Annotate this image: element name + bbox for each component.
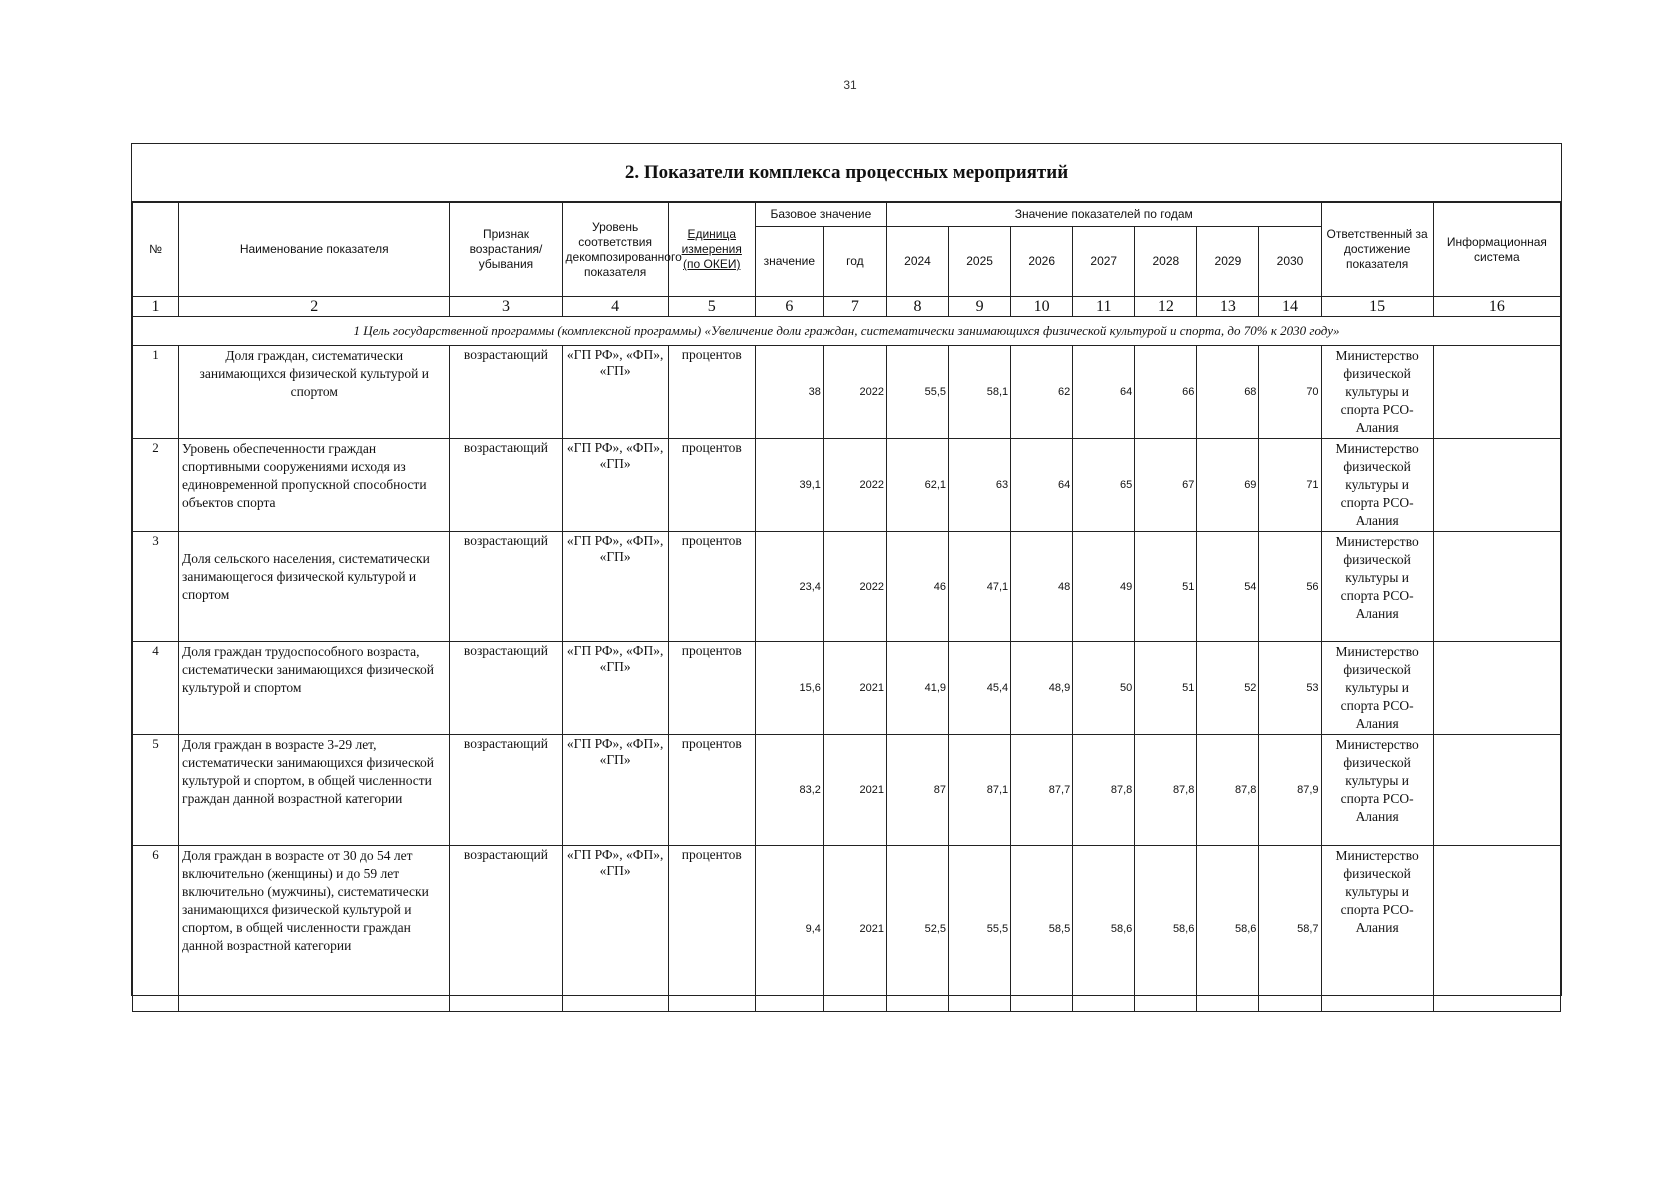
- table-row: [133, 532, 1561, 642]
- base-value: 15,6: [755, 642, 823, 735]
- info-system: [1433, 439, 1560, 532]
- year-value: 56: [1259, 532, 1321, 642]
- info-system: [1433, 735, 1560, 846]
- column-number: 7: [823, 297, 886, 317]
- header-year: 2025: [949, 227, 1011, 297]
- year-value: 54: [1197, 532, 1259, 642]
- column-number: 5: [668, 297, 755, 317]
- column-number: 13: [1197, 297, 1259, 317]
- header-year: 2030: [1259, 227, 1321, 297]
- responsible: Министерство физической культуры и спорта РСО-Алания: [1321, 532, 1433, 642]
- year-value: 55,5: [949, 846, 1011, 1012]
- indicator-name: Доля сельского населения, систематически занимающегося физической культурой и спортом: [179, 532, 450, 642]
- goal-row: [133, 317, 1561, 346]
- year-value: 50: [1073, 642, 1135, 735]
- year-value: 87,7: [1011, 735, 1073, 846]
- base-year: 2022: [823, 346, 886, 439]
- base-value: 38: [755, 346, 823, 439]
- year-value: 87: [886, 735, 948, 846]
- year-value: 58,1: [949, 346, 1011, 439]
- year-value: 52,5: [886, 846, 948, 1012]
- year-value: 64: [1073, 346, 1135, 439]
- header-years-group: Значение показателей по годам: [886, 203, 1321, 227]
- row-number: 5: [133, 735, 179, 846]
- column-number: 16: [1433, 297, 1560, 317]
- base-value: 39,1: [755, 439, 823, 532]
- indicator-unit: процентов: [668, 846, 755, 1012]
- year-value: 69: [1197, 439, 1259, 532]
- responsible: Министерство физической культуры и спорта РСО-Алания: [1321, 735, 1433, 846]
- year-value: 66: [1135, 346, 1197, 439]
- responsible: Министерство физической культуры и спорта РСО-Алания: [1321, 846, 1433, 1012]
- header-sign: Признак возрастания/убывания: [450, 203, 562, 297]
- indicator-unit: процентов: [668, 346, 755, 439]
- year-value: 45,4: [949, 642, 1011, 735]
- responsible: Министерство физической культуры и спорта РСО-Алания: [1321, 439, 1433, 532]
- info-system: [1433, 642, 1560, 735]
- column-number: 4: [562, 297, 668, 317]
- year-value: 62: [1011, 346, 1073, 439]
- header-unit: Единица измерения (по ОКЕИ): [668, 203, 755, 297]
- column-number: 9: [949, 297, 1011, 317]
- indicator-level: «ГП РФ», «ФП», «ГП»: [562, 846, 668, 1012]
- indicator-unit: процентов: [668, 532, 755, 642]
- year-value: 58,6: [1135, 846, 1197, 1012]
- table-title: 2. Показатели комплекса процессных мероприятий: [132, 144, 1561, 202]
- row-number: 1: [133, 346, 179, 439]
- indicators-table-frame: [131, 143, 1562, 996]
- indicator-sign: возрастающий: [450, 846, 562, 1012]
- column-numbers-row: [133, 297, 1561, 317]
- indicator-name: Уровень обеспеченности граждан спортивными сооружениями исходя из единовременной пропускной способности объектов спорта: [179, 439, 450, 532]
- base-year: 2021: [823, 846, 886, 1012]
- year-value: 67: [1135, 439, 1197, 532]
- header-level: Уровень соответствия декомпозированного показателя: [562, 203, 668, 297]
- indicator-level: «ГП РФ», «ФП», «ГП»: [562, 346, 668, 439]
- year-value: 87,8: [1197, 735, 1259, 846]
- year-value: 62,1: [886, 439, 948, 532]
- year-value: 58,6: [1073, 846, 1135, 1012]
- header-year: 2029: [1197, 227, 1259, 297]
- indicator-sign: возрастающий: [450, 346, 562, 439]
- indicator-level: «ГП РФ», «ФП», «ГП»: [562, 735, 668, 846]
- header-name: Наименование показателя: [179, 203, 450, 297]
- indicator-name: Доля граждан в возрасте от 30 до 54 лет включительно (женщины) и до 59 лет включительно (мужчины), систематически занимающихся физической культурой и спортом, в общей численности граждан данной возрастной категории: [179, 846, 450, 1012]
- year-value: 71: [1259, 439, 1321, 532]
- info-system: [1433, 532, 1560, 642]
- year-value: 58,5: [1011, 846, 1073, 1012]
- header-year: 2027: [1073, 227, 1135, 297]
- column-number: 15: [1321, 297, 1433, 317]
- header-no: №: [133, 203, 179, 297]
- info-system: [1433, 346, 1560, 439]
- year-value: 46: [886, 532, 948, 642]
- table-row: [133, 439, 1561, 532]
- year-value: 87,8: [1073, 735, 1135, 846]
- responsible: Министерство физической культуры и спорта РСО-Алания: [1321, 642, 1433, 735]
- indicator-name: Доля граждан трудоспособного возраста, систематически занимающихся физической культурой и спортом: [179, 642, 450, 735]
- header-year: 2024: [886, 227, 948, 297]
- info-system: [1433, 846, 1560, 1012]
- header-responsible: Ответственный за достижение показателя: [1321, 203, 1433, 297]
- year-value: 41,9: [886, 642, 948, 735]
- header-year: 2028: [1135, 227, 1197, 297]
- row-number: 4: [133, 642, 179, 735]
- column-number: 11: [1073, 297, 1135, 317]
- year-value: 48,9: [1011, 642, 1073, 735]
- base-value: 9,4: [755, 846, 823, 1012]
- indicator-sign: возрастающий: [450, 642, 562, 735]
- base-year: 2021: [823, 735, 886, 846]
- year-value: 68: [1197, 346, 1259, 439]
- table-row: [133, 735, 1561, 846]
- year-value: 87,1: [949, 735, 1011, 846]
- indicator-level: «ГП РФ», «ФП», «ГП»: [562, 532, 668, 642]
- column-number: 8: [886, 297, 948, 317]
- year-value: 55,5: [886, 346, 948, 439]
- year-value: 70: [1259, 346, 1321, 439]
- column-number: 3: [450, 297, 562, 317]
- table-row: [133, 346, 1561, 439]
- row-number: 3: [133, 532, 179, 642]
- header-info-system: Информационная система: [1433, 203, 1560, 297]
- indicator-level: «ГП РФ», «ФП», «ГП»: [562, 642, 668, 735]
- column-number: 1: [133, 297, 179, 317]
- table-header: [133, 203, 1561, 297]
- table-row: [133, 846, 1561, 1012]
- year-value: 47,1: [949, 532, 1011, 642]
- indicator-unit: процентов: [668, 735, 755, 846]
- header-year: 2026: [1011, 227, 1073, 297]
- year-value: 87,9: [1259, 735, 1321, 846]
- year-value: 64: [1011, 439, 1073, 532]
- year-value: 52: [1197, 642, 1259, 735]
- indicator-name: Доля граждан в возрасте 3-29 лет, систематически занимающихся физической культурой и спортом, в общей численности граждан данной возрастной категории: [179, 735, 450, 846]
- indicator-name: Доля граждан, систематически занимающихся физической культурой и спортом: [179, 346, 450, 439]
- year-value: 58,6: [1197, 846, 1259, 1012]
- base-year: 2022: [823, 439, 886, 532]
- indicator-sign: возрастающий: [450, 532, 562, 642]
- indicator-unit: процентов: [668, 642, 755, 735]
- indicator-unit: процентов: [668, 439, 755, 532]
- column-number: 14: [1259, 297, 1321, 317]
- row-number: 2: [133, 439, 179, 532]
- indicator-sign: возрастающий: [450, 439, 562, 532]
- year-value: 51: [1135, 532, 1197, 642]
- indicators-table: [132, 202, 1561, 1012]
- year-value: 58,7: [1259, 846, 1321, 1012]
- base-value: 23,4: [755, 532, 823, 642]
- header-base: Базовое значение: [755, 203, 886, 227]
- year-value: 51: [1135, 642, 1197, 735]
- header-base-year: год: [823, 227, 886, 297]
- page-number: 31: [843, 78, 857, 92]
- year-value: 48: [1011, 532, 1073, 642]
- indicator-sign: возрастающий: [450, 735, 562, 846]
- year-value: 65: [1073, 439, 1135, 532]
- base-year: 2022: [823, 532, 886, 642]
- indicator-level: «ГП РФ», «ФП», «ГП»: [562, 439, 668, 532]
- row-number: 6: [133, 846, 179, 1012]
- column-number: 12: [1135, 297, 1197, 317]
- year-value: 53: [1259, 642, 1321, 735]
- year-value: 49: [1073, 532, 1135, 642]
- responsible: Министерство физической культуры и спорта РСО-Алания: [1321, 346, 1433, 439]
- goal-text: 1 Цель государственной программы (комплексной программы) «Увеличение доли граждан, систематически занимающихся физической культурой и спорта, до 70% к 2030 году»: [133, 317, 1561, 346]
- year-value: 87,8: [1135, 735, 1197, 846]
- header-base-value: значение: [755, 227, 823, 297]
- table-row: [133, 642, 1561, 735]
- base-value: 83,2: [755, 735, 823, 846]
- column-number: 2: [179, 297, 450, 317]
- column-number: 10: [1011, 297, 1073, 317]
- column-number: 6: [755, 297, 823, 317]
- base-year: 2021: [823, 642, 886, 735]
- year-value: 63: [949, 439, 1011, 532]
